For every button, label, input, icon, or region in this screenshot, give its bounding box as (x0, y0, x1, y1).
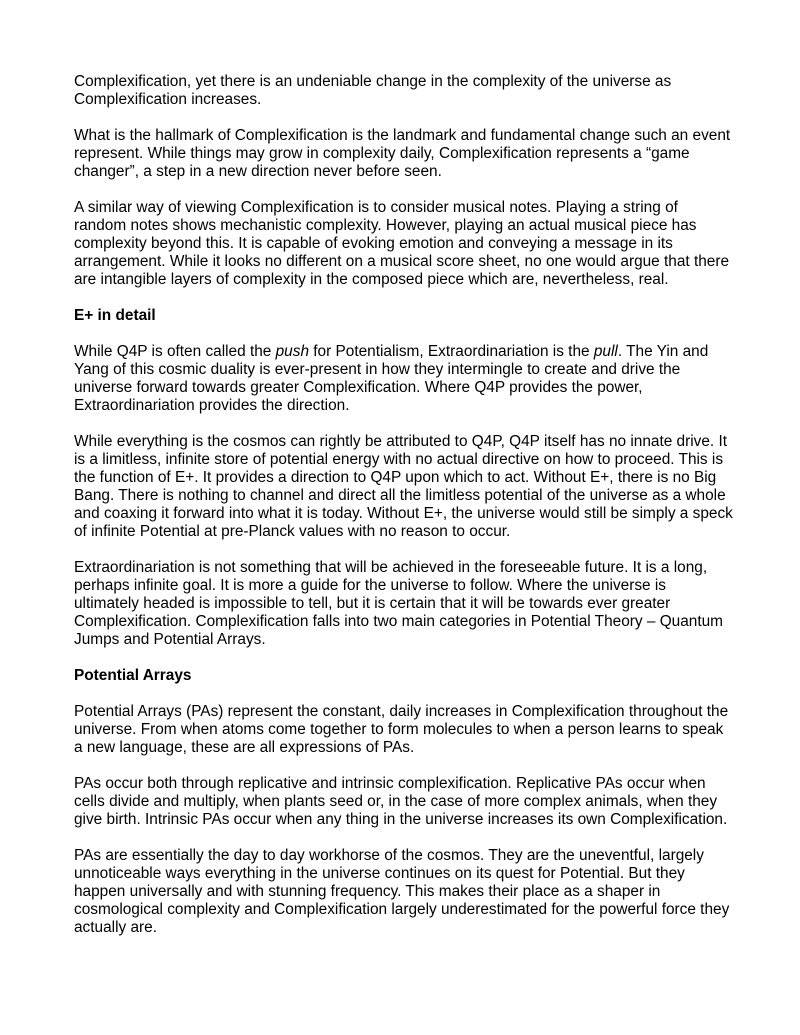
heading-e-plus-in-detail: E+ in detail (74, 307, 156, 324)
emphasis-push: push (275, 343, 309, 360)
paragraph-push-pull: While Q4P is often called the push for Potentialism, Extraordinariation is the pull. The Yin and Yang of this cosmic duality is ever-present in how they intermingle to create and drive the universe forward towards greater Complexification. Where Q4P provides the power, Extraordinariation provides the direction. (74, 343, 709, 414)
emphasis-pull: pull (593, 343, 618, 360)
paragraph-pa-workhorse: PAs are essentially the day to day workhorse of the cosmos. They are the uneventful, largely unnoticeable ways everything in the universe continues on its quest for Potential. But they happen universally and with stunning frequency. This makes their place as a shaper in cosmological complexity and Complexification largely underestimated for the powerful force they actually are. (74, 847, 730, 936)
paragraph-hallmark: What is the hallmark of Complexification is the landmark and fundamental change such an event represent. While things may grow in complexity daily, Complexification represents a “game changer”, a step in a new direction never before seen. (74, 127, 731, 180)
paragraph-extraordinariation-goal: Extraordinariation is not something that will be achieved in the foreseeable future. It is a long, perhaps infinite goal. It is more a guide for the universe to follow. Where the universe is ultimately headed is impossible to tell, but it is certain that it will be towards ever greater Complexification. Complexification falls into two main categories in Potential Theory – Quantum Jumps and Potential Arrays. (74, 559, 723, 648)
paragraph-musical-notes: A similar way of viewing Complexification is to consider musical notes. Playing a string of random notes shows mechanistic complexity. However, playing an actual musical piece has complexity beyond this. It is capable of evoking emotion and conveying a message in its arrangement. While it looks no different on a musical score sheet, no one would argue that there are intangible layers of complexity in the composed piece which are, nevertheless, real. (74, 199, 730, 288)
document-page (74, 73, 734, 955)
paragraph-pa-definition: Potential Arrays (PAs) represent the constant, daily increases in Complexification throughout the universe. From when atoms come together to form molecules to when a person learns to speak a new language, these are all expressions of PAs. (74, 703, 729, 756)
paragraph-pa-types: PAs occur both through replicative and intrinsic complexification. Replicative PAs occur when cells divide and multiply, when plants seed or, in the case of more complex animals, when they give birth. Intrinsic PAs occur when any thing in the universe increases its own Complexification. (74, 775, 728, 828)
paragraph-q4p-innate-drive: While everything is the cosmos can rightly be attributed to Q4P, Q4P itself has no innate drive. It is a limitless, infinite store of potential energy with no actual directive on how to proceed. This is the function of E+. It provides a direction to Q4P upon which to act. Without E+, there is no Big Bang. There is nothing to channel and direct all the limitless potential of the universe as a whole and coaxing it forward into what it is today. Without E+, the universe would still be simply a speck of infinite Potential at pre-Planck values with no reason to occur. (74, 433, 733, 540)
paragraph-complexification-change: Complexification, yet there is an undeniable change in the complexity of the universe as Complexification increases. (74, 73, 672, 108)
heading-potential-arrays: Potential Arrays (74, 667, 192, 684)
